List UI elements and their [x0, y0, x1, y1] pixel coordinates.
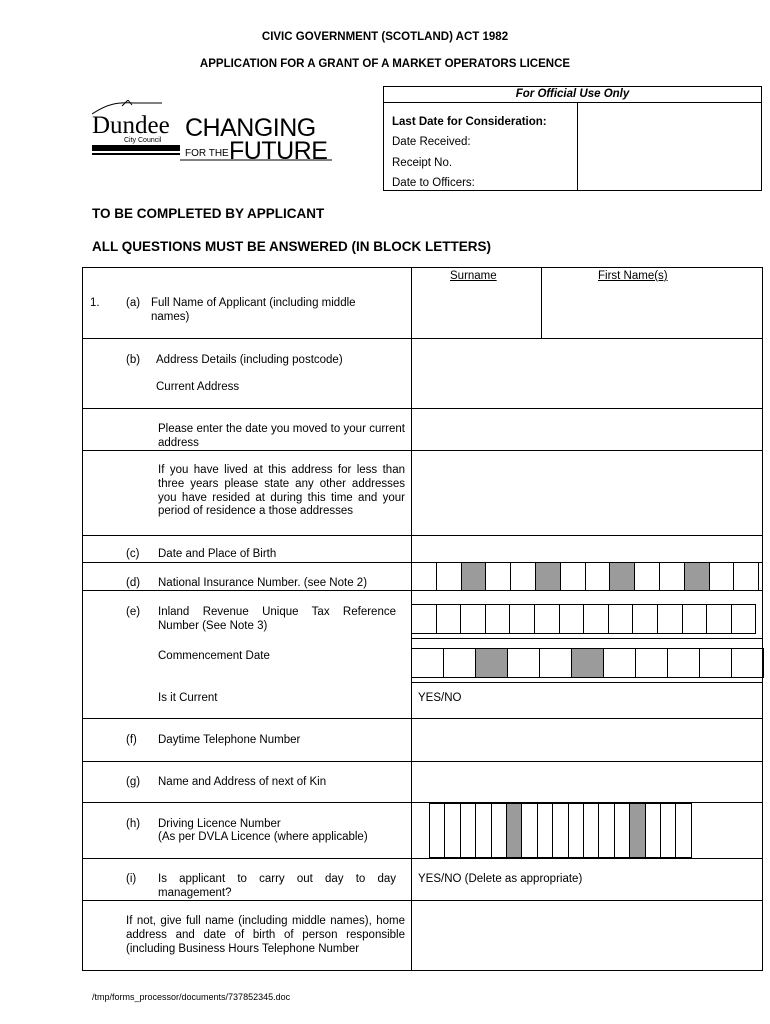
ni-char-box[interactable]	[709, 562, 735, 591]
footer-path: /tmp/forms_processor/documents/737852345.doc	[92, 992, 291, 1002]
licence-char-box	[629, 803, 645, 858]
act-heading: CIVIC GOVERNMENT (SCOTLAND) ACT 1982	[261, 31, 509, 43]
commencement-char-box[interactable]	[731, 648, 764, 678]
driving-licence-label: Driving Licence Number	[158, 818, 281, 830]
is-current-yesno[interactable]: YES/NO	[418, 692, 462, 704]
item-g-letter: (g)	[126, 776, 141, 788]
utr-char-box[interactable]	[559, 604, 585, 634]
licence-char-box[interactable]	[614, 803, 630, 858]
licence-char-box[interactable]	[583, 803, 599, 858]
instruction-block-letters: ALL QUESTIONS MUST BE ANSWERED (IN BLOCK LETTERS)	[92, 239, 492, 254]
instruction-complete: TO BE COMPLETED BY APPLICANT	[92, 206, 325, 221]
utr-char-box[interactable]	[485, 604, 511, 634]
utr-char-box[interactable]	[460, 604, 486, 634]
licence-char-box	[506, 803, 522, 858]
firstname-field[interactable]	[542, 286, 762, 338]
licence-char-box[interactable]	[568, 803, 584, 858]
council-logo	[92, 100, 337, 168]
licence-char-box[interactable]	[521, 803, 537, 858]
ni-char-box[interactable]	[436, 562, 462, 591]
ni-char-box[interactable]	[560, 562, 586, 591]
utr-char-box[interactable]	[682, 604, 708, 634]
commencement-char-box[interactable]	[411, 648, 444, 678]
commencement-char-box[interactable]	[635, 648, 668, 678]
utr-char-box[interactable]	[632, 604, 658, 634]
ni-char-box[interactable]	[733, 562, 759, 591]
current-address-field[interactable]	[412, 339, 762, 408]
commencement-char-box	[475, 648, 508, 678]
date-received-label: Date Received:	[392, 136, 471, 148]
birth-label: Date and Place of Birth	[158, 548, 277, 560]
firstname-header: First Name(s)	[598, 270, 668, 282]
ni-char-box[interactable]	[659, 562, 685, 591]
official-use-title: For Official Use Only	[384, 87, 761, 103]
driving-licence-sublabel: (As per DVLA Licence (where applicable)	[158, 831, 368, 843]
licence-char-box[interactable]	[491, 803, 507, 858]
utr-char-box[interactable]	[509, 604, 535, 634]
logo-council: City Council	[124, 137, 162, 144]
date-moved-label: Please enter the date you moved to your current address	[158, 423, 405, 449]
commencement-char-box[interactable]	[667, 648, 700, 678]
last-date-label: Last Date for Consideration:	[392, 116, 547, 128]
item-d-letter: (d)	[126, 577, 141, 589]
utr-char-box[interactable]	[608, 604, 634, 634]
commencement-char-box[interactable]	[539, 648, 572, 678]
question-number: 1.	[90, 297, 100, 309]
licence-char-box[interactable]	[537, 803, 553, 858]
logo-dundee: Dundee	[92, 112, 170, 139]
responsible-person-field[interactable]	[412, 901, 762, 970]
commencement-char-box[interactable]	[603, 648, 636, 678]
utr-char-box[interactable]	[411, 604, 437, 634]
ni-char-box[interactable]	[411, 562, 437, 591]
form-title: APPLICATION FOR A GRANT OF A MARKET OPERATORS LICENCE	[199, 58, 571, 70]
licence-char-box[interactable]	[460, 803, 476, 858]
item-a-letter: (a)	[126, 297, 141, 309]
licence-char-box[interactable]	[660, 803, 676, 858]
commencement-char-box[interactable]	[443, 648, 476, 678]
date-to-officers-label: Date to Officers:	[392, 177, 475, 189]
official-use-divider	[577, 102, 578, 191]
utr-char-box[interactable]	[534, 604, 560, 634]
logo-for-the: FOR THE	[185, 148, 229, 159]
licence-char-box[interactable]	[598, 803, 614, 858]
ni-char-box[interactable]	[485, 562, 511, 591]
licence-char-box[interactable]	[645, 803, 661, 858]
current-address-label: Current Address	[156, 381, 240, 393]
official-use-box	[383, 86, 762, 191]
birth-field[interactable]	[412, 536, 762, 562]
telephone-label: Daytime Telephone Number	[158, 734, 301, 746]
address-details-label: Address Details (including postcode)	[156, 354, 343, 366]
ni-char-box[interactable]	[510, 562, 536, 591]
item-f-letter: (f)	[126, 734, 137, 746]
responsible-person-label: If not, give full name (including middle names), home address and date of birth of person responsible (including Business Hours Telephone Number	[126, 915, 405, 955]
commencement-char-box[interactable]	[699, 648, 732, 678]
receipt-no-label: Receipt No.	[392, 157, 453, 169]
commencement-char-box	[571, 648, 604, 678]
item-e-letter: (e)	[126, 606, 141, 618]
licence-char-box[interactable]	[444, 803, 460, 858]
ni-char-box	[535, 562, 561, 591]
surname-header: Surname	[450, 270, 497, 282]
telephone-field[interactable]	[412, 719, 762, 761]
management-label: Is applicant to carry out day to day management?	[158, 873, 396, 899]
date-moved-field[interactable]	[412, 409, 762, 450]
full-name-label: Full Name of Applicant (including middle names)	[151, 297, 356, 323]
utr-char-box[interactable]	[583, 604, 609, 634]
item-b-letter: (b)	[126, 354, 141, 366]
licence-char-box[interactable]	[429, 803, 445, 858]
commencement-label: Commencement Date	[158, 650, 270, 662]
next-of-kin-label: Name and Address of next of Kin	[158, 776, 327, 788]
ni-char-box	[609, 562, 635, 591]
utr-char-box[interactable]	[731, 604, 757, 634]
item-i-letter: (i)	[126, 873, 137, 885]
item-h-letter: (h)	[126, 818, 141, 830]
logo-future: FUTURE	[229, 137, 328, 165]
ni-char-box[interactable]	[634, 562, 660, 591]
management-yesno[interactable]: YES/NO (Delete as appropriate)	[418, 873, 583, 885]
ni-char-box	[461, 562, 487, 591]
surname-field[interactable]	[412, 286, 541, 338]
previous-addresses-label: If you have lived at this address for less than three years please state any other addresses you have resided at during this time and your period of residence a those addresses	[158, 464, 405, 518]
ni-char-box[interactable]	[585, 562, 611, 591]
licence-char-box[interactable]	[475, 803, 491, 858]
logo-changing: CHANGING	[185, 114, 316, 142]
utr-char-box[interactable]	[657, 604, 683, 634]
licence-char-box[interactable]	[675, 803, 691, 858]
utr-char-box[interactable]	[436, 604, 462, 634]
ni-number-label: National Insurance Number. (see Note 2)	[158, 577, 368, 589]
commencement-char-box[interactable]	[507, 648, 540, 678]
item-c-letter: (c)	[126, 548, 140, 560]
licence-char-box[interactable]	[552, 803, 568, 858]
ni-char-box	[684, 562, 710, 591]
utr-char-box[interactable]	[706, 604, 732, 634]
is-current-label: Is it Current	[158, 692, 218, 704]
previous-addresses-field[interactable]	[412, 451, 762, 535]
next-of-kin-field[interactable]	[412, 762, 762, 802]
utr-label: Inland Revenue Unique Tax Reference Number (See Note 3)	[158, 606, 396, 632]
